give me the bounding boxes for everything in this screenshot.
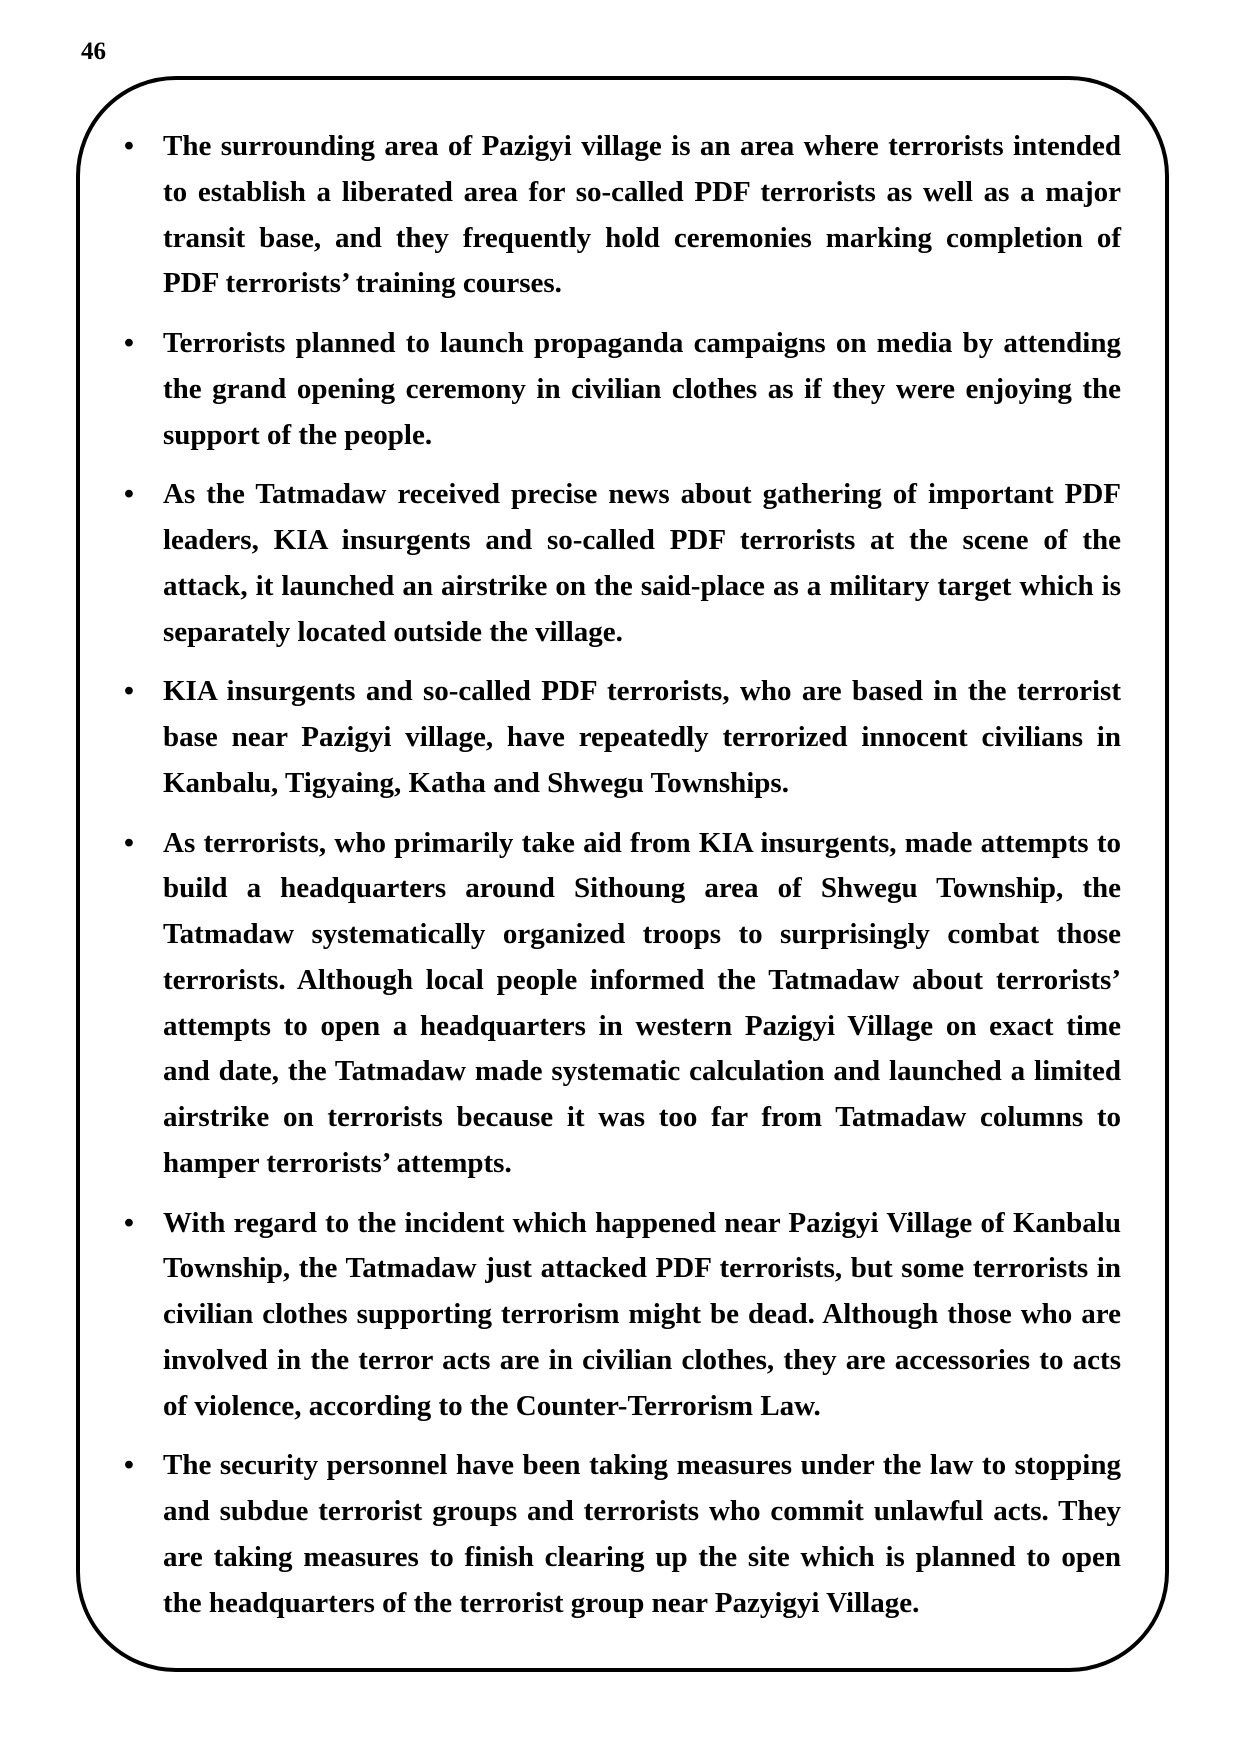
text-line: Township, the Tatmadaw just attacked PDF terrorists, but some terrorists in — [163, 1252, 1121, 1285]
list-item — [123, 1201, 1121, 1430]
text-line: are taking measures to finish clearing up the site which is planned to open — [163, 1540, 1121, 1573]
text-line: leaders, KIA insurgents and so-called PDF terrorists at the scene of the — [163, 524, 1121, 556]
bullet-marker: • — [123, 1449, 135, 1482]
list-item-text — [163, 321, 1121, 458]
text-line: of violence, according to the Counter-Terrorism Law. — [163, 1389, 821, 1422]
text-line: Terrorists planned to launch propaganda campaigns on media by attending — [163, 327, 1121, 359]
text-line: the grand opening ceremony in civilian clothes as if they were enjoying the — [163, 372, 1121, 405]
page-number: 46 — [81, 38, 106, 65]
list-item-text — [163, 1201, 1121, 1430]
text-line: Kanbalu, Tigyaing, Katha and Shwegu Townships. — [163, 766, 789, 799]
bullet-marker: • — [123, 478, 135, 511]
list-item — [123, 472, 1121, 655]
list-item-text — [163, 821, 1121, 1187]
text-line: build a headquarters around Sithoung area of Shwegu Township, the — [163, 872, 1121, 905]
text-line: terrorists. Although local people informed the Tatmadaw about terrorists’ — [163, 963, 1121, 996]
text-line: As the Tatmadaw received precise news about gathering of important PDF — [163, 478, 1121, 511]
text-line: attempts to open a headquarters in western Pazigyi Village on exact time — [163, 1009, 1121, 1042]
text-line: transit base, and they frequently hold ceremonies marking completion of — [163, 221, 1121, 254]
text-line: civilian clothes supporting terrorism might be dead. Although those who are — [163, 1298, 1121, 1330]
text-line: separately located outside the village. — [163, 615, 623, 648]
text-line: Tatmadaw systematically organized troops to surprisingly combat those — [163, 918, 1121, 950]
text-line: With regard to the incident which happened near Pazigyi Village of Kanbalu — [163, 1206, 1121, 1239]
list-item — [123, 124, 1121, 307]
bullet-list — [123, 124, 1121, 1626]
text-line: The surrounding area of Pazigyi village is an area where terrorists intended — [163, 130, 1121, 162]
list-item — [123, 321, 1121, 458]
bullet-marker: • — [123, 130, 135, 162]
bullet-marker: • — [123, 826, 135, 859]
text-line: the headquarters of the terrorist group near Pazyigyi Village. — [163, 1586, 920, 1619]
list-item — [123, 1443, 1121, 1626]
list-item-text — [163, 124, 1121, 307]
text-line: to establish a liberated area for so-called PDF terrorists as well as a major — [163, 175, 1121, 208]
text-line: As terrorists, who primarily take aid from KIA insurgents, made attempts to — [163, 826, 1121, 859]
text-line: PDF terrorists’ training courses. — [163, 267, 562, 300]
text-line: and subdue terrorist groups and terrorists who commit unlawful acts. They — [163, 1495, 1121, 1527]
list-item-text — [163, 472, 1121, 655]
text-line: base near Pazigyi village, have repeatedly terrorized innocent civilians in — [163, 721, 1121, 753]
bullet-marker: • — [123, 675, 135, 708]
list-item-text — [163, 669, 1121, 806]
bullet-marker: • — [123, 327, 135, 359]
list-item — [123, 669, 1121, 806]
text-line: attack, it launched an airstrike on the said-place as a military target which is — [163, 569, 1121, 602]
bullet-marker: • — [123, 1206, 135, 1239]
text-line: and date, the Tatmadaw made systematic calculation and launched a limited — [163, 1055, 1121, 1088]
list-item-text — [163, 1443, 1121, 1626]
text-line: KIA insurgents and so-called PDF terrorists, who are based in the terrorist — [163, 675, 1121, 708]
text-line: The security personnel have been taking measures under the law to stopping — [163, 1449, 1121, 1482]
text-line: involved in the terror acts are in civilian clothes, they are accessories to acts — [163, 1343, 1121, 1376]
text-line: support of the people. — [163, 418, 433, 451]
text-line: airstrike on terrorists because it was too far from Tatmadaw columns to — [163, 1101, 1121, 1133]
list-item — [123, 821, 1121, 1187]
text-line: hamper terrorists’ attempts. — [163, 1146, 512, 1179]
